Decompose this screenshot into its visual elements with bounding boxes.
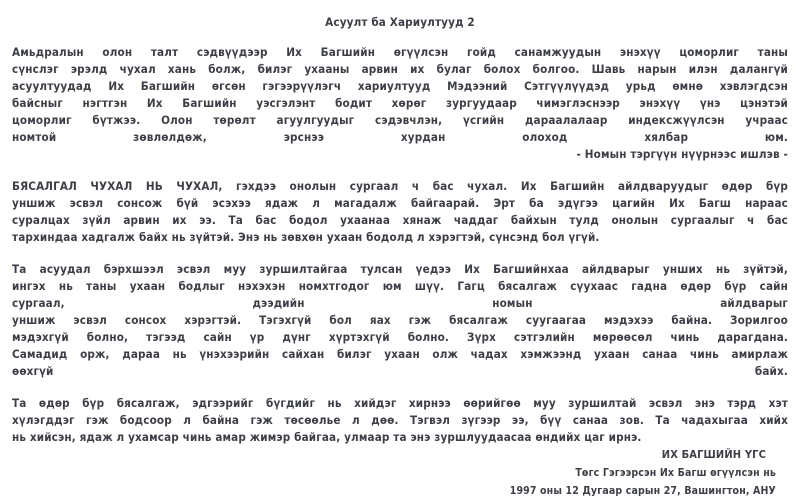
paragraph-line: Та асуудал бэрхшээл эсвэл муу зуршилтайгаа тулсан үедээ Их Багшийнхаа айлдварыг уншиx нь зүйтэй, <box>12 262 788 276</box>
signature-date: 1997 оны 12 Дугаар сарын 27, Вашингтон, АНУ <box>509 485 776 497</box>
paragraph-line: хүлэгддэг гэж бодсоор л байна гэж төсөөлье л дөө. Тэгвэл зүгээр ээ, бүү санаа зов. Та чадахыгаа хийх <box>12 413 788 427</box>
paragraph-habits <box>12 261 788 380</box>
paragraph-line: өөхгүй байх. <box>12 364 788 378</box>
paragraph-line: Та өдөр бүр бясалгаж, эдгээрийг бүгдийг нь хийдэг хирнээ өөрийгөө муу зуршилтай эсвэл энэ тэрд хэт <box>12 396 788 410</box>
paragraph-meditation <box>12 178 788 246</box>
paragraph-line: цоморлиг бүтжээ. Олон төрөлт агуулгуудыг сэдэвчлэн, үсгийн дараалалаар индексжүүлсэн учраас <box>12 113 788 127</box>
paragraph-line: сүнслэг эрэлд чухал хань болж, билэг ухааны арвин их булаг болох болгоо. Шавь нарын илэн далангүй <box>12 62 788 76</box>
document-title: Асуулт ба Хариултууд 2 <box>325 15 475 29</box>
paragraph-line: номтой зөвлөлдөж, эрснээ хурдан олоход хялбар юм. <box>12 130 788 144</box>
paragraph-line: суралцах зүйл арвин их ээ. Та бас бодол ухаанаа хянаж чаддаг байхын тулд онолын сургаалыг ч бас <box>12 213 788 227</box>
paragraph-line: уншиж эсвэл сонсох хэрэгтэй. Тэгэхгүй бол яах гэж бясалгаж суугаагаа мэдэхээ байна. Зорилгоо <box>12 313 788 327</box>
paragraph-line: БЯСАЛГАЛ ЧУХАЛ НЬ ЧУХАЛ, гэхдээ онолын сургаал ч бас чухал. Их Багшийн айлдваруудыг өдөр бүр <box>12 179 788 193</box>
paragraph-line: тархиндаа хадгалж байх нь зүйтэй. Энэ нь зөвхөн ухаан бодолд л хэрэгтэй, сүнсэнд бол үгүй. <box>12 230 600 244</box>
paragraph-line: Самадид орж, дараа нь үнэхээрийн сайхан билэг ухаан олж чадах хэмжээнд ухаан санаа чинь амирлаж <box>12 347 788 361</box>
paragraph-line: сургаал, дээдийн номын айлдварыг <box>12 296 788 310</box>
paragraph-line: асуултуудад Их Багшийн өгсөн гэгээрүүлэгч хариултууд Мэдээний Сэтгүүлүүдэд урьд өмнө хэвлэгдсэн <box>12 79 788 93</box>
paragraph-line: нь хийсэн, ядаж л ухамсар чинь амар жимэр байгаа, улмаар та энэ зуршлуудаасаа өндийх цаг ирнэ. <box>12 430 642 444</box>
signature-source: Төгс Гэгээрсэн Их Багш өгүүлсэн нь <box>575 467 776 479</box>
paragraph-line: байсныг нэгтгэн Их Багшийн уэсгэлэнт бодит хөрөг зургуудаар чимэглэснээр энэхүү үнэ цэнэтэй <box>12 96 788 110</box>
paragraph-line: уншиж эсвэл сонсож бүй эсэхээ ядаж л магадалж байгаарай. Эрт ба эдүгээ цагийн Их Багш нараас <box>12 196 788 210</box>
signature-name: ИХ БАГШИЙН ҮГС <box>661 448 766 461</box>
attribution-line: - Номын тэргүүн нүүрнээс ишлэв - <box>576 147 788 161</box>
paragraph-line: мэдэхгүй болно, тэгээд сайн үр дүнг хүртэхгүй болно. Зүрх сэтгэлийн мөрөөсөл чинь дарагдана. <box>12 330 788 344</box>
paragraph-line: ингэх нь таны ухаан бодлыг нэхэхэн номхтгодог юм шүү. Гагц бясалгаж сүухаас гадна өдөр бүр сайн <box>12 279 788 293</box>
paragraph-practice <box>12 395 788 446</box>
paragraph-intro <box>12 44 788 163</box>
paragraph-line: Амьдралын олон талт сэдвүүдээр Их Багшийн өгүүлсэн гойд санамжуудын энэхүү цоморлиг таны <box>12 45 788 59</box>
